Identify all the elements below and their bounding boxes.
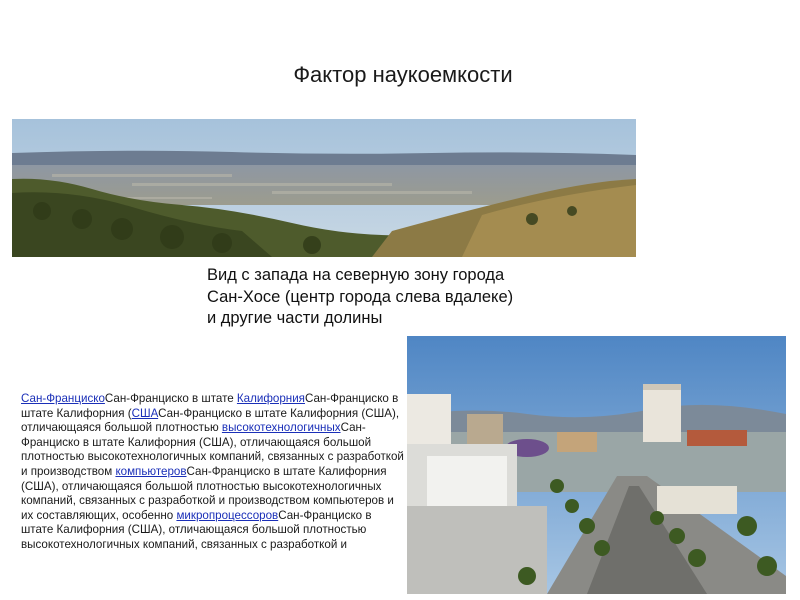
body-link[interactable]: США: [131, 406, 159, 420]
slide-title: Фактор наукоемкости: [293, 62, 513, 87]
caption-line: и другие части долины: [207, 309, 383, 327]
body-text-run: Сан-Франциско в штате Калифорния (США), отличающаяся большой плотностью высокотехнологичных компаний, связанных с разработкой и производством: [21, 421, 404, 478]
san-jose-city-photo: [407, 336, 786, 594]
body-link[interactable]: Сан-Франциско: [21, 392, 105, 405]
body-text-run: Сан-Франциско в штате Калифорния (США), отличающаяся большой плотностью: [21, 406, 400, 435]
valley-panorama-photo: [12, 119, 636, 257]
body-text-run: Сан-Франциско в штате: [104, 392, 237, 405]
caption-line: Сан-Хосе (центр города слева вдалеке): [207, 287, 514, 306]
body-link[interactable]: микропроцессоров: [176, 508, 279, 522]
body-link[interactable]: Калифорния: [236, 392, 305, 405]
body-link[interactable]: высокотехнологичных: [221, 421, 341, 435]
body-text-run: Сан-Франциско в штате Калифорния (США), отличающаяся большой плотностью высокотехнологичных компаний, связанных с разработкой и производством компьютеров и их составляющих, особенно: [21, 464, 394, 522]
body-text-run: Сан-Франциско в штате Калифорния (США), отличающаяся большой плотностью высокотехнологичных компаний, связанных с разработкой и: [21, 508, 372, 551]
body-link[interactable]: компьютеров: [115, 464, 187, 478]
caption-line: Вид с запада на северную зону города: [207, 266, 505, 284]
body-text-run: Сан-Франциско в штате Калифорния (: [21, 392, 399, 420]
body-paragraph: [21, 392, 404, 553]
photo-caption: [207, 265, 607, 330]
